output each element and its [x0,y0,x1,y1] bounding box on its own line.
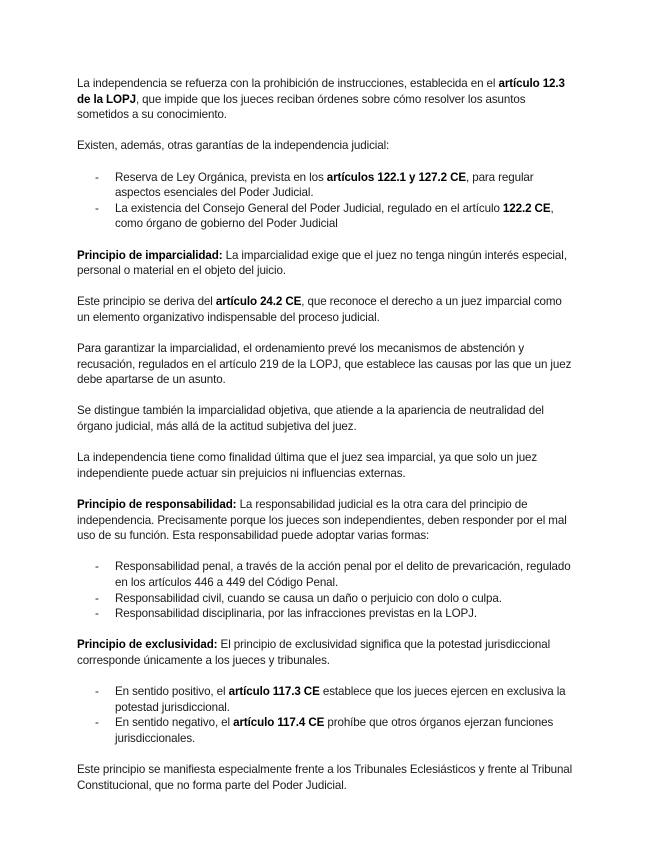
list-item: - Responsabilidad penal, a través de la acción penal por el delito de prevaricación, regulado en los artículos 446 a 449 del Código Penal. [95,560,571,589]
dash-bullet: - [95,685,99,699]
paragraph-principio-imparcialidad: Principio de imparcialidad: La imparcialidad exige que el juez no tenga ningún interés especial, personal o material en el objeto del juicio. [77,248,567,278]
paragraph-otras-garantias: Existen, además, otras garantías de la independencia judicial: [77,139,390,153]
list-sentidos [77,684,577,746]
paragraph-articulo-24-2: Este principio se deriva del artículo 24.2 CE, que reconoce el derecho a un juez imparcial como un elemento organizativo indispensable del proceso judicial. [77,295,562,324]
dash-bullet: - [95,607,99,621]
paragraph-instrucciones: La independencia se refuerza con la prohibición de instrucciones, establecida en el artículo 12.3 de la LOPJ, que impide que los jueces reciban órdenes sobre cómo resolver los asuntos sometidos a su conocimiento. [77,77,565,122]
list-item: - La existencia del Consejo General del Poder Judicial, regulado en el artículo 122.2 CE, como órgano de gobierno del Poder Judicial [95,201,554,231]
paragraph-finalidad-independencia: La independencia tiene como finalidad última que el juez sea imparcial, ya que solo un juez independiente puede actuar sin prejuicios ni influencias externas. [77,451,538,480]
dash-bullet: - [95,716,99,730]
paragraph-principio-exclusividad: Principio de exclusividad: El principio de exclusividad significa que la potestad jurisdiccional corresponde únicamente a los jueces y tribunales. [77,638,551,667]
list-item: - Reserva de Ley Orgánica, prevista en los artículos 122.1 y 127.2 CE, para regular aspectos esenciales del Poder Judicial. [95,170,534,200]
document-page [77,76,577,809]
list-item: - Responsabilidad disciplinaria, por las infracciones previstas en la LOPJ. [95,607,477,621]
paragraph-principio-responsabilidad: Principio de responsabilidad: La responsabilidad judicial es la otra cara del principio de independencia. Precisamente porque los jueces son independientes, deben responder por el mal uso de su función. Esta responsabilidad puede adoptar varias formas: [77,498,567,543]
list-item: - Responsabilidad civil, cuando se causa un daño o perjuicio con dolo o culpa. [95,591,502,605]
dash-bullet: - [95,170,99,184]
list-garantias [77,170,577,232]
list-item: - En sentido positivo, el artículo 117.3 CE establece que los jueces ejercen en exclusiva la potestad jurisdiccional. [95,685,566,714]
list-item: - En sentido negativo, el artículo 117.4 CE prohíbe que otros órganos ejerzan funciones jurisdiccionales. [95,716,554,745]
dash-bullet: - [95,591,99,605]
dash-bullet: - [95,560,99,574]
paragraph-abstencion-recusacion: Para garantizar la imparcialidad, el ordenamiento prevé los mecanismos de abstención y recusación, regulados en el artículo 219 de la LOPJ, que establece las causas por las que un juez debe apartarse de un asunto. [77,342,572,387]
paragraph-tribunales-eclesiasticos: Este principio se manifiesta especialmente frente a los Tribunales Eclesiásticos y frente al Tribunal Constitucional, que no forma parte del Poder Judicial. [77,763,573,792]
list-responsabilidades [77,559,577,621]
paragraph-imparcialidad-objetiva: Se distingue también la imparcialidad objetiva, que atiende a la apariencia de neutralidad del órgano judicial, más allá de la actitud subjetiva del juez. [77,404,544,434]
dash-bullet: - [95,201,99,215]
